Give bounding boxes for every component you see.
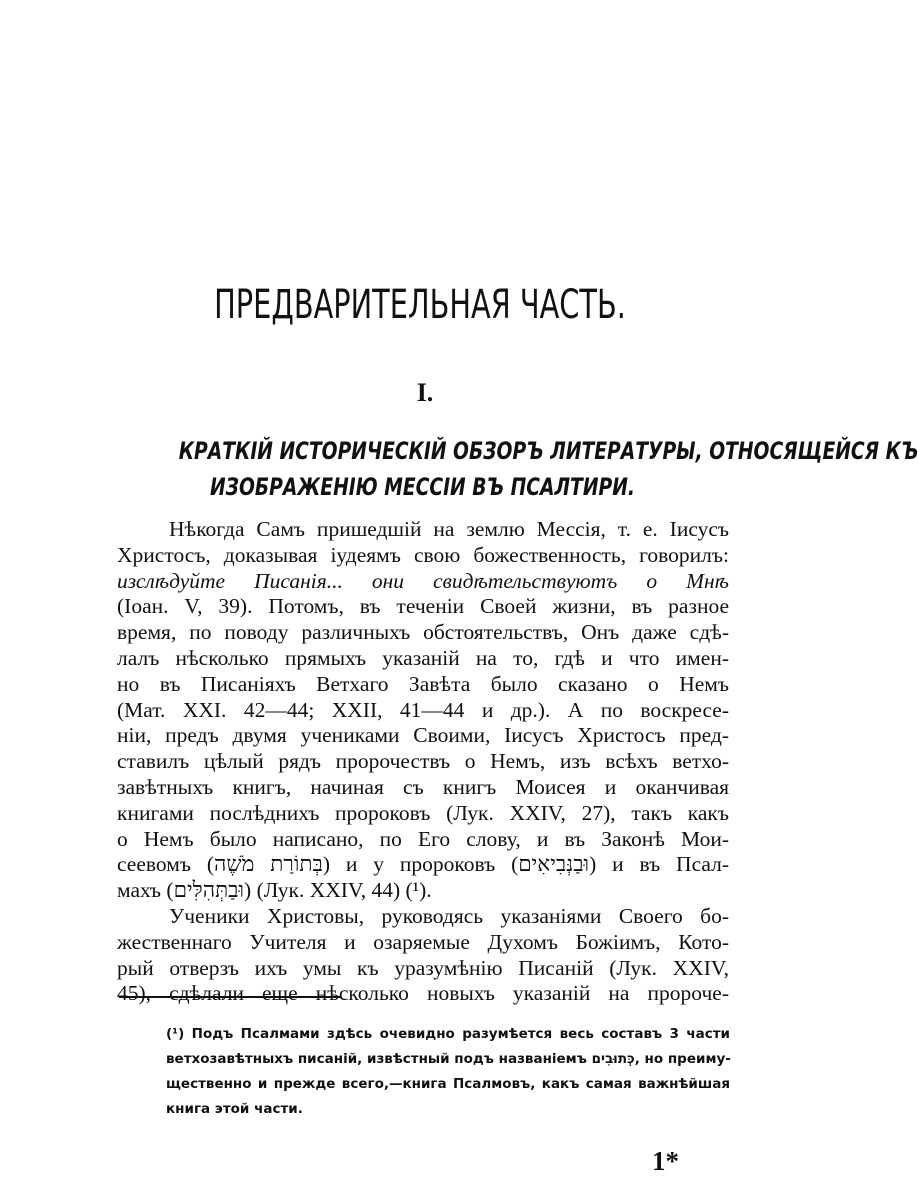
text-line: ніи, предъ двумя учениками Своими, Іисусъ Христосъ пред- xyxy=(117,723,729,748)
text-line: Христосъ, доказывая іудеямъ свою божественность, говорилъ: xyxy=(117,542,729,567)
text-line: махъ (וּבַתְּהִלִּים) (Лук. XXIV, 44) (¹). xyxy=(117,878,432,903)
footnote xyxy=(166,1022,730,1122)
part-title: ПРЕДВАРИТЕЛЬНАЯ ЧАСТЬ. xyxy=(214,282,626,328)
text-line: (Іоан. V, 39). Потомъ, въ теченіи Своей жизни, въ разное xyxy=(117,594,729,619)
text-line: рый отверзъ ихъ умы къ уразумѣнію Писаній (Лук. XXIV, xyxy=(117,955,729,980)
text-line: сеевомъ (בְּתוֹרַת מֹשֶׁה) и у пророковъ (וּבַנְּבִיאִים) и въ Псал- xyxy=(117,852,730,877)
body-text xyxy=(117,517,729,1007)
text-line-italic-quote: изслѣдуйте Писанія... они свидѣтельствуютъ о Мнѣ xyxy=(117,568,729,593)
text-line: книгами послѣднихъ пророковъ (Лук. XXIV, 27), такъ какъ xyxy=(117,800,729,825)
section-heading-line: КРАТКІЙ ИСТОРИЧЕСКІЙ ОБЗОРЪ ЛИТЕРАТУРЫ, ОТНОСЯЩЕЙСЯ КЪ xyxy=(178,437,918,465)
text-line: (Мат. XXI. 42—44; XXII, 41—44 и др.). А по воскресе- xyxy=(117,697,729,722)
text-line: завѣтныхъ книгъ, начиная съ книгъ Моисея и оканчивая xyxy=(117,774,729,799)
section-heading xyxy=(178,433,918,505)
text-line: лалъ нѣсколько прямыхъ указаній на то, гдѣ и что имен- xyxy=(117,645,729,670)
text-line: Нѣкогда Самъ пришедшій на землю Мессія, т. е. Іисусъ xyxy=(169,517,729,541)
section-heading-line: ИЗОБРАЖЕНІЮ МЕССІИ ВЪ ПСАЛТИРИ. xyxy=(210,473,635,501)
text-line: жественнаго Учителя и озаряемые Духомъ Божіимъ, Кото- xyxy=(117,929,729,954)
footnote-separator xyxy=(119,996,341,998)
section-numeral: I. xyxy=(416,378,434,407)
footnote-line: книга этой части. xyxy=(166,1101,303,1117)
text-line: но въ Писаніяхъ Ветхаго Завѣта было сказано о Немъ xyxy=(117,671,729,696)
text-line: 45), сдѣлали еще нѣсколько новыхъ указаній на пророче- xyxy=(117,981,729,1006)
footnote-line: (¹) Подъ Псалмами здѣсь очевидно разумѣется весь составъ 3 части xyxy=(166,1026,730,1042)
text-line: о Немъ было написано, по Его слову, и въ Законѣ Мои- xyxy=(117,826,729,851)
text-line: время, по поводу различныхъ обстоятельствъ, Онъ даже сдѣ- xyxy=(117,620,729,645)
footnote-line: щественно и прежде всего,—книга Псалмовъ, какъ самая важнѣйшая xyxy=(166,1076,730,1092)
footnote-line: ветхозавѣтныхъ писаній, извѣстный подъ названіемъ כְּתוּבִים, но преиму- xyxy=(166,1051,731,1067)
text-line: ставилъ цѣлый рядъ пророчествъ о Немъ, изъ всѣхъ ветхо- xyxy=(117,749,729,774)
signature-mark: 1* xyxy=(652,1146,679,1176)
text-line: Ученики Христовы, руководясь указаніями Своего бо- xyxy=(169,903,729,928)
